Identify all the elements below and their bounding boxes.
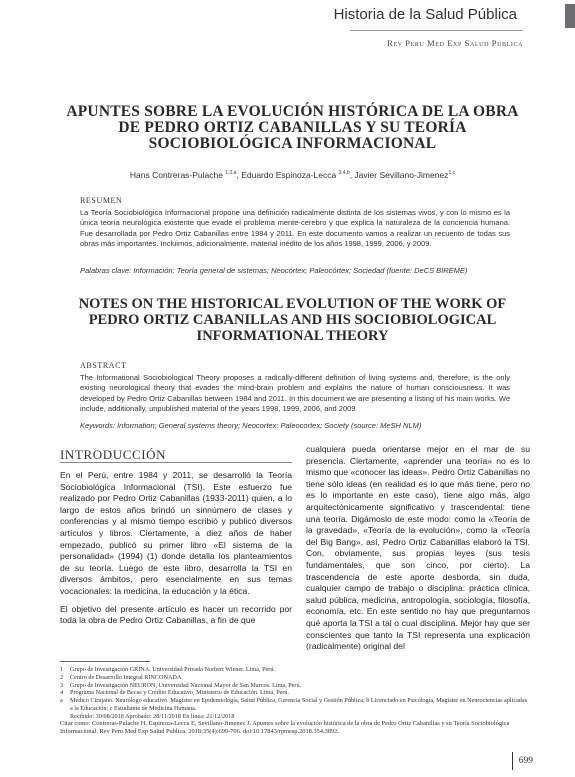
right-column (306, 444, 530, 653)
author-name: Hans Contreras-Pulache (129, 170, 223, 180)
abstract-heading: ABSTRACT (80, 361, 127, 370)
footnote-text: Recibido: 30/08/2018 Aprobado: 28/11/2018 En línea: 21/12/2018 (70, 712, 235, 720)
author-name: Eduardo Espinoza-Lecca (241, 170, 337, 180)
footnote-marker: 4 (60, 689, 64, 697)
footnote-marker: 3 (60, 681, 64, 689)
resumen-keywords: Palabras clave: Información; Teoría general de sistemas; Neocórtex; Paleocórtex; Sociedad (fuente: DeCS BIREME) (80, 266, 468, 275)
article-title-english: NOTES ON THE HISTORICAL EVOLUTION OF THE WORK OF PEDRO ORTIZ CABANILLAS AND HIS SOCIOBIOLOGICAL INFORMATIONAL THEORY (78, 296, 507, 344)
footnote-text: Programa Nacional de Becas y Crédito Educativo, Ministerio de Educación. Lima, Perú. (70, 689, 290, 697)
introduction-divider (60, 462, 292, 463)
author-list (60, 170, 525, 180)
header-journal-name: Rev Peru Med Exp Salud Publica (387, 38, 523, 48)
intro-paragraph: En el Perú, entre 1984 y 2011, se desarrolló la Teoría Sociobiológica Informacional (TSI). Este esfuerzo fue realizado por Pedro Ortiz Cabanillas (1933-2011) quien, a lo largo de estos años brindó un sinnúmero de clases y conferencias y al mismo tiempo escribió y publicó diversos artículos y libros. Ciertamente, a diez años de haber empezado, publicó su primer libro «El sistema de la personalidad» (1994) (1) donde detalla los planteamientos de su teoría. Luego de este libro, desarrolla la TSI en diversos ámbitos, pero esencialmente en sus temas vocacionales: la medicina, la educación y la ética. (60, 470, 292, 596)
footnote-divider (60, 661, 150, 662)
footnote (60, 666, 530, 674)
footnote-marker: 1 (60, 666, 64, 673)
abstract-text: The Informational Sociobiological Theory proposes a radically-different definition of living systems and, therefore, is the only existing neurological theory that evades the mind-brain problem and explains the nature of human consciousness. It was developed by Pedro Ortiz Cabanillas between 1984 and 2011. In this document we are presenting a listing of his main works. We include, additionally, unpublished material of the years 1998, 1999, 2006, and 2009. (80, 373, 510, 414)
footnotes (60, 666, 530, 721)
author-separator: , (349, 170, 355, 180)
author-separator: , (236, 170, 242, 180)
footnote-text: Grupo de Investigación GRINA. Universidad Privada Norbert Wiener. Lima, Perú. (70, 666, 275, 673)
citation: Citar como: Contreras-Pulache H, Espinoza-Lecca E, Sevillano-Jimenez J. Apuntes sobre la evolución histórica de la obra de Pedro Ortiz Cabanillas y su Teoría Sociobiológica Informacional. Rev Peru Med Exp Salud Publica. 2018;35(4):699-706. doi:10.17843/rpmesp.2018.354.3892. (60, 720, 510, 736)
resumen-text: La Teoría Sociobiológica Informacional propone una definición radicalmente distinta de los sistemas vivos, y con lo mismo es la única teoría neurológica existente que evade el problema mente-cerebro y que explica la naturaleza de la conciencia humana. Fue desarrollada por Pedro Ortiz Cabanillas entre 1984 y 2011. En este documento vamos a realizar un recuento de todas sus obras más importantes. Incluimos, adicionalmente, material inédito de los años 1998, 1999, 2006, y 2009. (80, 208, 510, 249)
author-name: Javier Sevillano-Jimenez (354, 170, 449, 180)
page-number-bar (512, 752, 513, 770)
footnote (60, 682, 530, 690)
author-affiliation: 1,2,a (225, 170, 237, 177)
abstract-keywords: Keywords: Information; General systems theory; Neocortex; Paleocortex; Society (source: MeSH NLM) (80, 421, 422, 430)
footnote-text: Médico Cirujano. Neurólogo educativo. Magíster en Epidemiología, Salud Pública, Gerencia Social y Gestión Pública; b Licenciado en Psicología, Magíster en Neurociencias aplicadas a la Educación; c Estudiante de Medicina Humana. (70, 697, 528, 712)
footnote (60, 697, 530, 713)
header-divider (350, 30, 523, 31)
header-tab-marker (565, 4, 575, 28)
intro-paragraph: El objetivo del presente artículo es hacer un recorrido por toda la obra de Pedro Ortiz Cabanillas, a fin de que (60, 603, 292, 626)
footnote-marker: 2 (60, 673, 64, 681)
author-affiliation: 3,4,b (338, 170, 350, 177)
introduction-heading: INTRODUCCIÓN (60, 447, 167, 462)
footnote (60, 689, 530, 697)
header-section-title: Historia de la Salud Pública (333, 6, 517, 23)
footnote-text: Grupo de Investigación NEURON, Universidad Nacional Mayor de San Marcos. Lima, Perú. (70, 681, 302, 689)
footnote-text: Centro de Desarrollo Integral RINCONADA. (70, 673, 183, 681)
footnote (60, 674, 530, 682)
resumen-heading: RESUMEN (80, 196, 123, 205)
article-title-spanish: APUNTES SOBRE LA EVOLUCIÓN HISTÓRICA DE LA OBRA DE PEDRO ORTIZ CABANILLAS Y SU TEORÍA SOCIOBIOLÓGICA INFORMACIONAL (66, 103, 519, 152)
page-number: 699 (518, 756, 533, 766)
author-affiliation: 1,c (448, 170, 456, 177)
footnote-marker: a (60, 697, 63, 705)
left-column (60, 470, 292, 627)
intro-paragraph: cualquiera pueda orientarse mejor en el mar de su presencia. Ciertamente, «aprender una teoría» no es lo mismo que «conocer las ideas». Pedro Ortiz Cabanillas no tiene sólo ideas (en realidad es lo que más tiene, pero no es lo importante en este caso), tiene algo más, algo arquitectónicamente significativo y trascendental: tiene una teoría. Digámoslo de este modo: como la «Teoría de la gravedad», «Teoría de la evolución», como la «Teoría del Big Bang», así, Pedro Ortiz Cabanillas elaboró la TSI. Con, obviamente, sus propias leyes (sus tesis fundamentales, que son cinco, por cierto). La trascendencia de este aporte desborda, sin duda, cualquier campo de trabajo o disciplina: práctica clínica, salud pública, medicina, antropología, sociología, filosofía, economía, etc. En este sentido no hay que preguntarnos qué aporta la TSI a tal o cual disciplina. Mejor hay que ser conscientes que tanto la TSI representa una explicación (radicalmente) original del (306, 444, 530, 652)
